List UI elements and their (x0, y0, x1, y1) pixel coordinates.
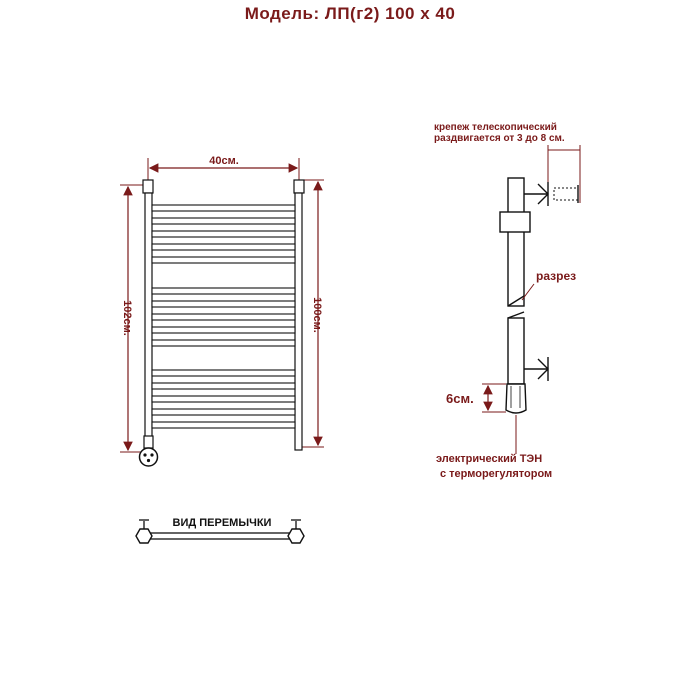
side-tube-coupling (500, 212, 530, 232)
cut-bottom-line (508, 312, 524, 318)
crossbar (152, 409, 295, 415)
crossbar (152, 231, 295, 237)
jumper-hex-left (136, 529, 152, 543)
height-right-label: 100см. (311, 297, 323, 333)
jumper-hex-right (288, 529, 304, 543)
telescopic-extension (554, 188, 578, 200)
crossbar (152, 314, 295, 320)
jumper-bar (148, 533, 292, 539)
crossbar (152, 370, 295, 376)
heater-label-line2: с терморегулятором (440, 468, 553, 480)
heater-label-line1: электрический ТЭН (436, 453, 543, 465)
crossbar (152, 218, 295, 224)
crossbar (152, 205, 295, 211)
mount-note-line2: раздвигается от 3 до 8 см. (434, 133, 565, 144)
mount-note-line1: крепеж телескопический (434, 122, 557, 133)
top-fitting-right (294, 180, 304, 193)
heater-head (140, 448, 158, 466)
crossbar (152, 301, 295, 307)
crossbar (152, 383, 295, 389)
crossbar (152, 288, 295, 294)
jumper-view (136, 517, 304, 543)
heater-pin (143, 453, 146, 456)
crossbar (152, 422, 295, 428)
side-tube-lower (508, 318, 524, 384)
top-fitting-left (143, 180, 153, 193)
right-upright (295, 193, 302, 450)
left-upright (145, 193, 152, 452)
heater-pin (150, 453, 153, 456)
crossbar (152, 396, 295, 402)
jumper-label: ВИД ПЕРЕМЫЧКИ (172, 517, 272, 529)
diagram-title: Модель: ЛП(г2) 100 x 40 (244, 4, 456, 23)
gap-label: 6см. (446, 391, 474, 406)
cut-label: разрез (536, 269, 577, 283)
width-label: 40см. (209, 155, 239, 167)
side-tube-upper (508, 178, 524, 306)
crossbar (152, 340, 295, 346)
heater-body (506, 384, 526, 413)
crossbar (152, 257, 295, 263)
heater-pin (147, 459, 150, 462)
height-left-label: 102см. (121, 300, 133, 336)
crossbar (152, 244, 295, 250)
crossbar (152, 327, 295, 333)
side-view (434, 122, 580, 480)
front-view (120, 155, 324, 466)
crossbars (152, 205, 295, 428)
heater-collar (144, 436, 153, 448)
